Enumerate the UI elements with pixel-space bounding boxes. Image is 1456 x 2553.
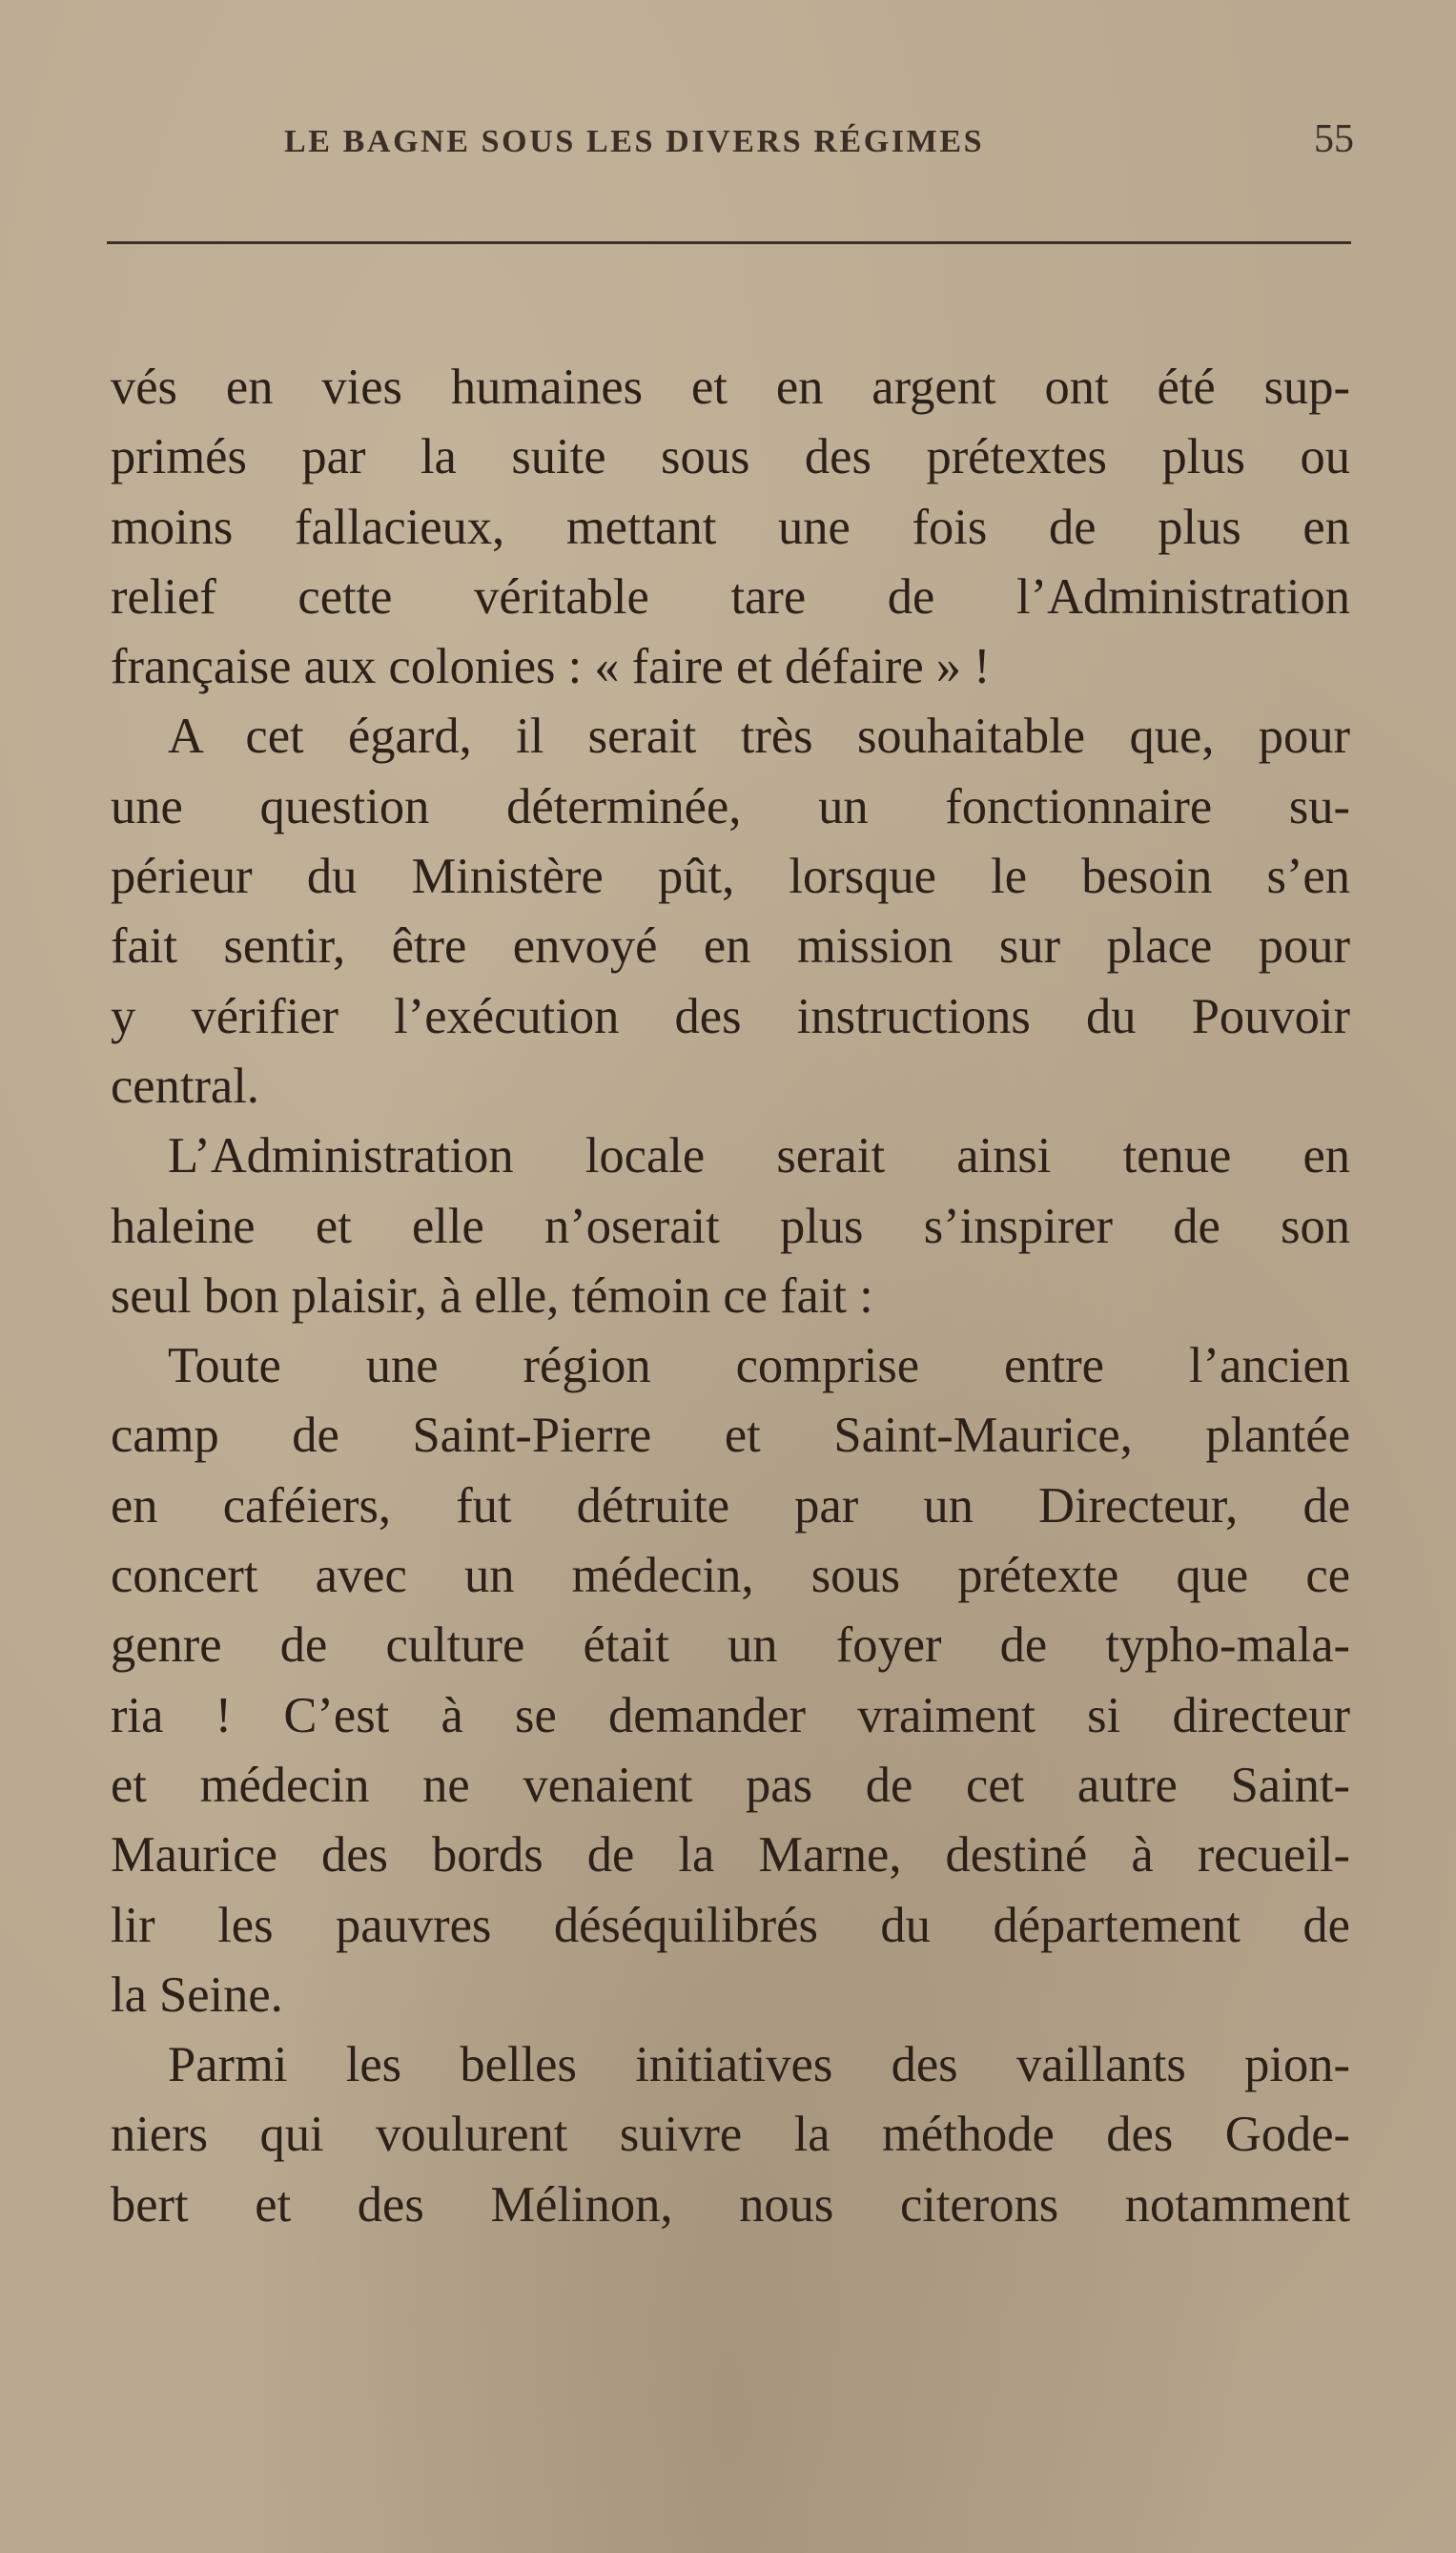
header-rule (107, 241, 1351, 244)
running-head (110, 113, 1354, 170)
text-line: la Seine. (111, 1966, 283, 2023)
text-line: niers qui voulurent suivre la méthode des Gode- (111, 2107, 1350, 2163)
text-line: seul bon plaisir, à elle, témoin ce fait : (111, 1267, 873, 1324)
page-number: 55 (1314, 117, 1354, 161)
body-text (111, 353, 1350, 2240)
text-line: bert et des Mélinon, nous citerons notamment (111, 2176, 1350, 2233)
text-line: camp de Saint-Pierre et Saint-Maurice, plantée (111, 1408, 1350, 1464)
text-line: lir les pauvres déséquilibrés du département de (111, 1897, 1350, 1953)
text-line: Parmi les belles initiatives des vaillants pion- (168, 2037, 1350, 2093)
text-line: Toute une région comprise entre l’ancien (168, 1338, 1350, 1394)
text-line: primés par la suite sous des prétextes plus ou (111, 429, 1350, 485)
text-line: et médecin ne venaient pas de cet autre Saint- (111, 1757, 1350, 1813)
text-line: haleine et elle n’oserait plus s’inspirer de son (111, 1198, 1350, 1254)
text-line: française aux colonies : « faire et défaire » ! (111, 639, 991, 695)
text-line: vés en vies humaines et en argent ont été sup- (111, 360, 1350, 415)
text-line: moins fallacieux, mettant une fois de plus en (111, 499, 1350, 555)
text-line: A cet égard, il serait très souhaitable que, pour (168, 709, 1350, 765)
text-line: une question déterminée, un fonctionnaire su- (111, 778, 1350, 834)
text-line: ria ! C’est à se demander vraiment si directeur (111, 1687, 1350, 1743)
text-line: genre de culture était un foyer de typho-mala- (111, 1617, 1350, 1674)
text-line: relief cette véritable tare de l’Administration (111, 568, 1350, 625)
text-line: fait sentir, être envoyé en mission sur place pour (111, 918, 1350, 975)
text-line: central. (111, 1058, 259, 1114)
running-title: LE BAGNE SOUS LES DIVERS RÉGIMES (284, 124, 985, 159)
text-line: en caféiers, fut détruite par un Directeur, de (111, 1477, 1350, 1534)
text-line: Maurice des bords de la Marne, destiné à recueil- (111, 1827, 1350, 1884)
text-line: concert avec un médecin, sous prétexte que ce (111, 1548, 1350, 1604)
text-line: L’Administration locale serait ainsi tenue en (168, 1128, 1350, 1184)
text-line: y vérifier l’exécution des instructions du Pouvoir (111, 988, 1350, 1044)
text-line: périeur du Ministère pût, lorsque le besoin s’en (111, 849, 1350, 905)
